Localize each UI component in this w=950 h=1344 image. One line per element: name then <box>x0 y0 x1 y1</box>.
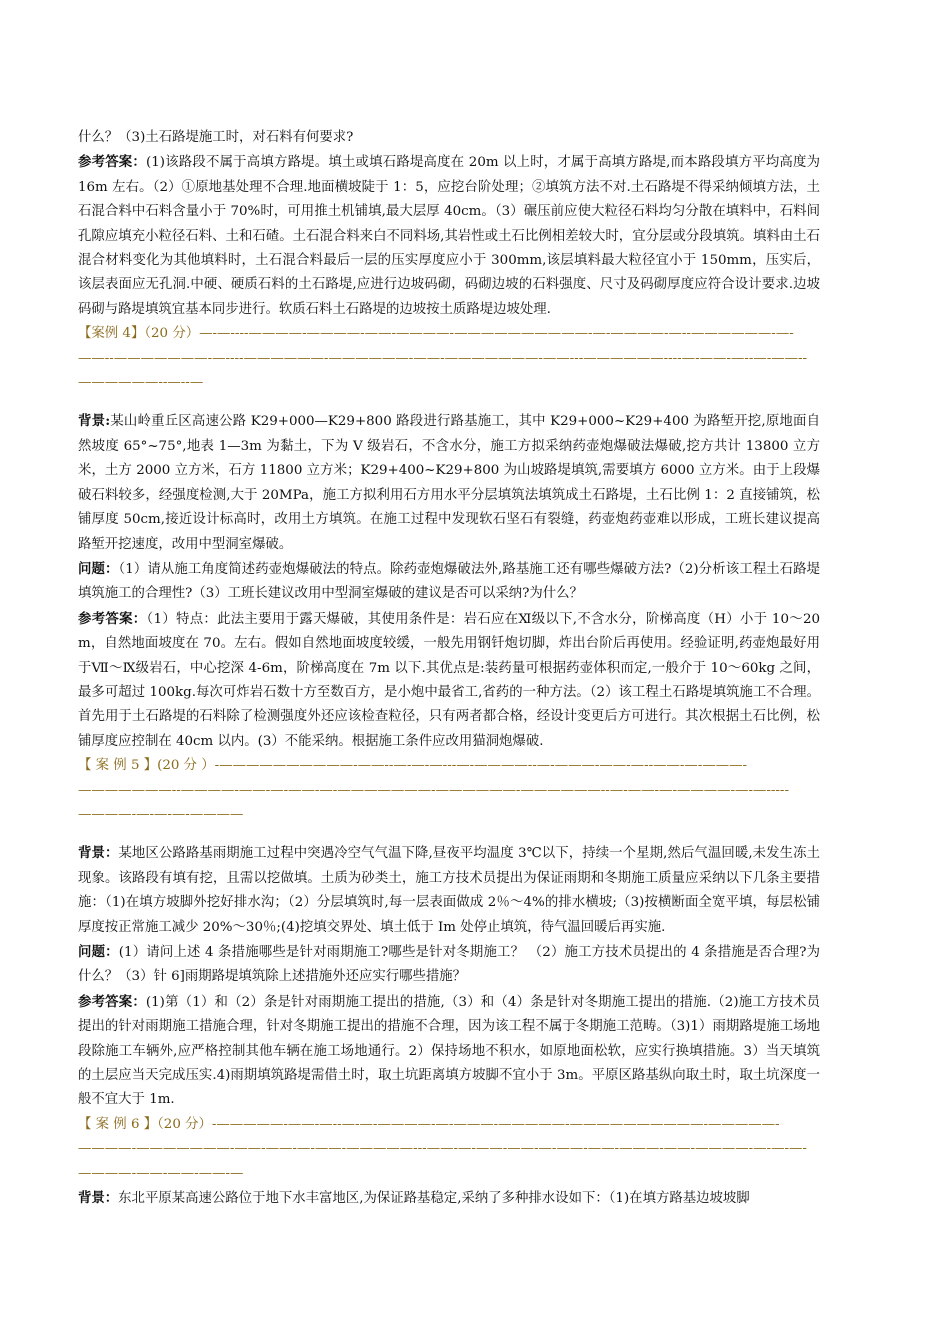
background-label: 背景 <box>78 413 106 430</box>
previous-question-tail: 什么？（3)土石路堤施工时，对石料有何要求? <box>78 130 354 145</box>
background-label: 背景 <box>78 1190 105 1207</box>
question-label: 问题 <box>78 944 106 960</box>
case5-background: 背景：某地区公路路基雨期施工过程中突遇冷空气气温下降,昼夜平均温度 3℃以下，持续一个星期,然后气温回暖,未发生冻土现象。该路段有填有挖，且需以挖做填。土质为砂类土，施工方技术员提出为保证雨期和冬期施工质量应采纳以下几条主要措施：（1)在填方坡脚外挖好排水沟；（2）分层填筑时,每一层表面做成 2％～4%的排水横坡;（3)按横断面全宽平填，每层松铺厚度按正常施工减少 20%～30％;(4)挖填交界处、填土低于 Im 处停止填筑，待气温回暖后再实施. <box>78 845 820 935</box>
case5-answer: 参考答案：(1)第（1）和（2）条是针对雨期施工提出的措施,（3）和（4）条是针对冬期施工提出的措施.（2)施工方技术员提出的针对雨期施工措施合理，针对冬期施工提出的措施不合理，因为该工程不属于冬期施工范畴。（3)1）雨期路堤施工场地段除施工车辆外,应严格控制其他车辆在施工场地通行。2）保持场地不积水，如原地面松软，应实行换填措施。3）当天填筑的土层应当天完成压实.4)雨期填筑路堤需借土时，取土坑距离填方坡脚不宜小于 3m。平原区路基纵向取土时，取土坑深度一般不宜大于 1m. <box>78 993 821 1108</box>
question-label: 问题 <box>78 560 105 577</box>
case6-background: 背景：东北平原某高速公路位于地下水丰富地区,为保证路基稳定,采纳了多种排水设如下：（1)在填方路基边坡坡脚 <box>78 1190 750 1207</box>
case5-question: 问题：(1）请问上述 4 条措施哪些是针对雨期施工?哪些是针对冬期施工？ （2）施工方技术员提出的 4 条措施是否合理?为什么？（3）针 6]雨期路堤填筑除上述措施外还应实行哪些措施？ <box>78 944 821 985</box>
question-text: （1）请从施工角度简述药壶炮爆破法的特点。除药壶炮爆破法外,路基施工还有哪些爆破方法?（2)分析该工程土石路堤填筑施工的合理性?（3）工班长建议改用中型洞室爆破的建议是否可以采纳?为什么？ <box>78 561 821 602</box>
background-text: 某地区公路路基雨期施工过程中突遇冷空气气温下降,昼夜平均温度 3℃以下，持续一个星期,然后气温回暖,未发生冻土现象。该路段有填有挖，且需以挖做填。土质为砂类土，施工方技术员提出为保证雨期和冬期施工质量应采纳以下几条主要措施：（1)在填方坡脚外挖好排水沟；（2）分层填筑时,每一层表面做成 2％～4%的排水横坡;（3)按横断面全宽平填，每层松铺厚度按正常施工减少 20%～30％;(4)挖填交界处、填土低于 Im 处停止填筑，待气温回暖后再实施. <box>78 846 820 935</box>
case3-answer: 参考答案：(1)该路段不属于高填方路堤。填土或填石路堤高度在 20m 以上时，才属于高填方路堤,而本路段填方平均高度为 16m 左右。（2）①原地基处理不合理.地面横坡陡于 1：5，应挖台阶处理；②填筑方法不对.土石路堤不得采纳倾填方法，土石混合料中石料含量小于 70%时，可用推土机铺填,最大层厚 40cm。（3）碾压前应使大粒径石料均匀分散在填料中，石料间孔隙应填充小粒径石料、土和石碴。土石混合料来白不同料场,其岩性或土石比例相差较大时，宜分层或分段填筑。填料由土石混合材料变化为其他填料时，土石混合料最后一层的压实厚度应小于 300mm,该层填料最大粒径宜小于 150mm，压实后，该层表面应无孔洞.中硬、硬质石料的土石路堤,应进行边坡码砌，码砌边坡的石料强度、尺寸及码砌厚度应符合设计要求.边坡码砌与路堤填筑宜基本同步进行。软质石料土石路堤的边坡按土质路堤边坡处理. <box>78 154 821 317</box>
answer-text: (1)该路段不属于高填方路堤。填土或填石路堤高度在 20m 以上时，才属于高填方路堤,而本路段填方平均高度为 16m 左右。（2）①原地基处理不合理.地面横坡陡于 1：5，应挖台阶处理；②填筑方法不对.土石路堤不得采纳倾填方法，土石混合料中石料含量小于 70%时，可用推土机铺填,最大层厚 40cm。（3）碾压前应使大粒径石料均匀分散在填料中，石料间孔隙应填充小粒径石料、土和石碴。土石混合料来白不同料场,其岩性或土石比例相差较大时，宜分层或分段填筑。填料由土石混合材料变化为其他填料时，土石混合料最后一层的压实厚度应小于 300mm,该层填料最大粒径宜小于 150mm，压实后，该层表面应无孔洞.中硬、硬质石料的土石路堤,应进行边坡码砌，码砌边坡的石料强度、尺寸及码砌厚度应符合设计要求.边坡码砌与路堤填筑宜基本同步进行。软质石料土石路堤的边坡按土质路堤边坡处理. <box>78 155 821 317</box>
case6-header: 【 案 例 6 】（20 分）-—————-——-—--—-—-————-—-———-—————-——————————-—————-————-———————-——-——-—-——-—————---——-—-——-——-—-——-——-———-——-————-—-—-—-————-——-——-——-— <box>78 1116 807 1181</box>
answer-label: 参考答案 <box>78 993 133 1010</box>
document-page <box>78 126 820 1211</box>
answer-label: 参考答案 <box>78 154 133 171</box>
case5-header: 【 案 例 5 】(20 分 ）-——————————-——--—-—-—---—-————--—-———-——-—--——-—-———-———————--————-——-—-——-—-———————-——————-——————--—-——-—-————-—-—-----————-—-—-—-———— <box>78 758 789 822</box>
background-label: 背景 <box>78 845 105 862</box>
background-text: 东北平原某高速公路位于地下水丰富地区,为保证路基稳定,采纳了多种排水设如下：（1)在填方路基边坡坡脚 <box>118 1191 750 1207</box>
background-text: 某山岭重丘区高速公路 K29+000—K29+800 路段进行路基施工，其中 K29+000~K29+400 为路堑开挖,原地面自然坡度 65°~75°,地表 1—3m 为黏土，下为 V 级岩石，不含水分，施工方拟采纳药壶炮爆破法爆破,挖方共计 13800 立方米，土方 2000 立方米，石方 11800 立方米；K29+400~K29+800 为山坡路堤填筑,需要填方 6000 立方米。由于上段爆破石料较多，经强度检测,大于 20MPa，施工方拟利用石方用水平分层填筑法填筑成土石路堤，土石比例 1：2 直接铺筑，松铺厚度 50cm,接近设计标高时，改用土方填筑。在施工过程中发现软石坚石有裂缝，药壶炮药壶难以形成，工班长建议提高路堑开挖速度，改用中型洞室爆破。 <box>78 414 820 552</box>
case4-answer: 参考答案：（1）特点：此法主要用于露天爆破，其使用条件是：岩石应在Ⅺ级以下,不含水分，阶梯高度（H）小于 10～20m，自然地面坡度在 70。左右。假如自然地面坡度较缓，一般先用钢钎炮切脚，炸出台阶后再使用。经验证明,药壶炮最好用于Ⅶ～Ⅸ级岩石，中心挖深 4-6m，阶梯高度在 7m 以下.其优点是:装药量可根据药壶体积而定,一般介于 10～60kg 之间，最多可超过 100kg.每次可炸岩石数十方至数百方，是小炮中最省工,省药的一种方法。（2）该工程土石路堤填筑施工不合理。首先用于土石路堤的石料除了检测强度外还应该检查粒径，只有两者都合格，经设计变更后方可进行。其次根据土石比例，松铺厚度应控制在 40cm 以内。(3）不能采纳。根据施工条件应改用猫洞炮爆破. <box>78 610 821 749</box>
case4-header: 【案例 4】（20 分）—-—----————-————-——-————-——————————-—-————-—--——————-—-——--———————-—----——————-——————-——-———————-——---——————----—-——-—--—-——--——————--—--— <box>78 326 808 391</box>
case4-background: 背景:某山岭重丘区高速公路 K29+000—K29+800 路段进行路基施工，其中 K29+000~K29+400 为路堑开挖,原地面自然坡度 65°~75°,地表 1—3m 为黏土，下为 V 级岩石，不含水分，施工方拟采纳药壶炮爆破法爆破,挖方共计 13800 立方米，土方 2000 立方米，石方 11800 立方米；K29+400~K29+800 为山坡路堤填筑,需要填方 6000 立方米。由于上段爆破石料较多，经强度检测,大于 20MPa，施工方拟利用石方用水平分层填筑法填筑成土石路堤，土石比例 1：2 直接铺筑，松铺厚度 50cm,接近设计标高时，改用土方填筑。在施工过程中发现软石坚石有裂缝，药壶炮药壶难以形成，工班长建议提高路堑开挖速度，改用中型洞室爆破。 <box>78 413 820 552</box>
case4-question: 问题：（1）请从施工角度简述药壶炮爆破法的特点。除药壶炮爆破法外,路基施工还有哪些爆破方法?（2)分析该工程土石路堤填筑施工的合理性?（3）工班长建议改用中型洞室爆破的建议是否可以采纳?为什么？ <box>78 560 821 602</box>
answer-text: （1）特点：此法主要用于露天爆破，其使用条件是：岩石应在Ⅺ级以下,不含水分，阶梯高度（H）小于 10～20m，自然地面坡度在 70。左右。假如自然地面坡度较缓，一般先用钢钎炮切脚，炸出台阶后再使用。经验证明,药壶炮最好用于Ⅶ～Ⅸ级岩石，中心挖深 4-6m，阶梯高度在 7m 以下.其优点是:装药量可根据药壶体积而定,一般介于 10～60kg 之间，最多可超过 100kg.每次可炸岩石数十方至数百方，是小炮中最省工,省药的一种方法。（2）该工程土石路堤填筑施工不合理。首先用于土石路堤的石料除了检测强度外还应该检查粒径，只有两者都合格，经设计变更后方可进行。其次根据土石比例，松铺厚度应控制在 40cm 以内。(3）不能采纳。根据施工条件应改用猫洞炮爆破. <box>78 611 821 749</box>
answer-label: 参考答案 <box>78 610 133 627</box>
question-text: (1）请问上述 4 条措施哪些是针对雨期施工?哪些是针对冬期施工？ （2）施工方技术员提出的 4 条措施是否合理?为什么？（3）针 6]雨期路堤填筑除上述措施外还应实行哪些措施？ <box>78 945 821 985</box>
answer-text: (1)第（1）和（2）条是针对雨期施工提出的措施,（3）和（4）条是针对冬期施工提出的措施.（2)施工方技术员提出的针对雨期施工措施合理，针对冬期施工提出的措施不合理，因为该工程不属于冬期施工范畴。（3)1）雨期路堤施工场地段除施工车辆外,应严格控制其他车辆在施工场地通行。2）保持场地不积水，如原地面松软，应实行换填措施。3）当天填筑的土层应当天完成压实.4)雨期填筑路堤需借土时，取土坑距离填方坡脚不宜小于 3m。平原区路基纵向取土时，取土坑深度一般不宜大于 1m. <box>78 994 821 1108</box>
